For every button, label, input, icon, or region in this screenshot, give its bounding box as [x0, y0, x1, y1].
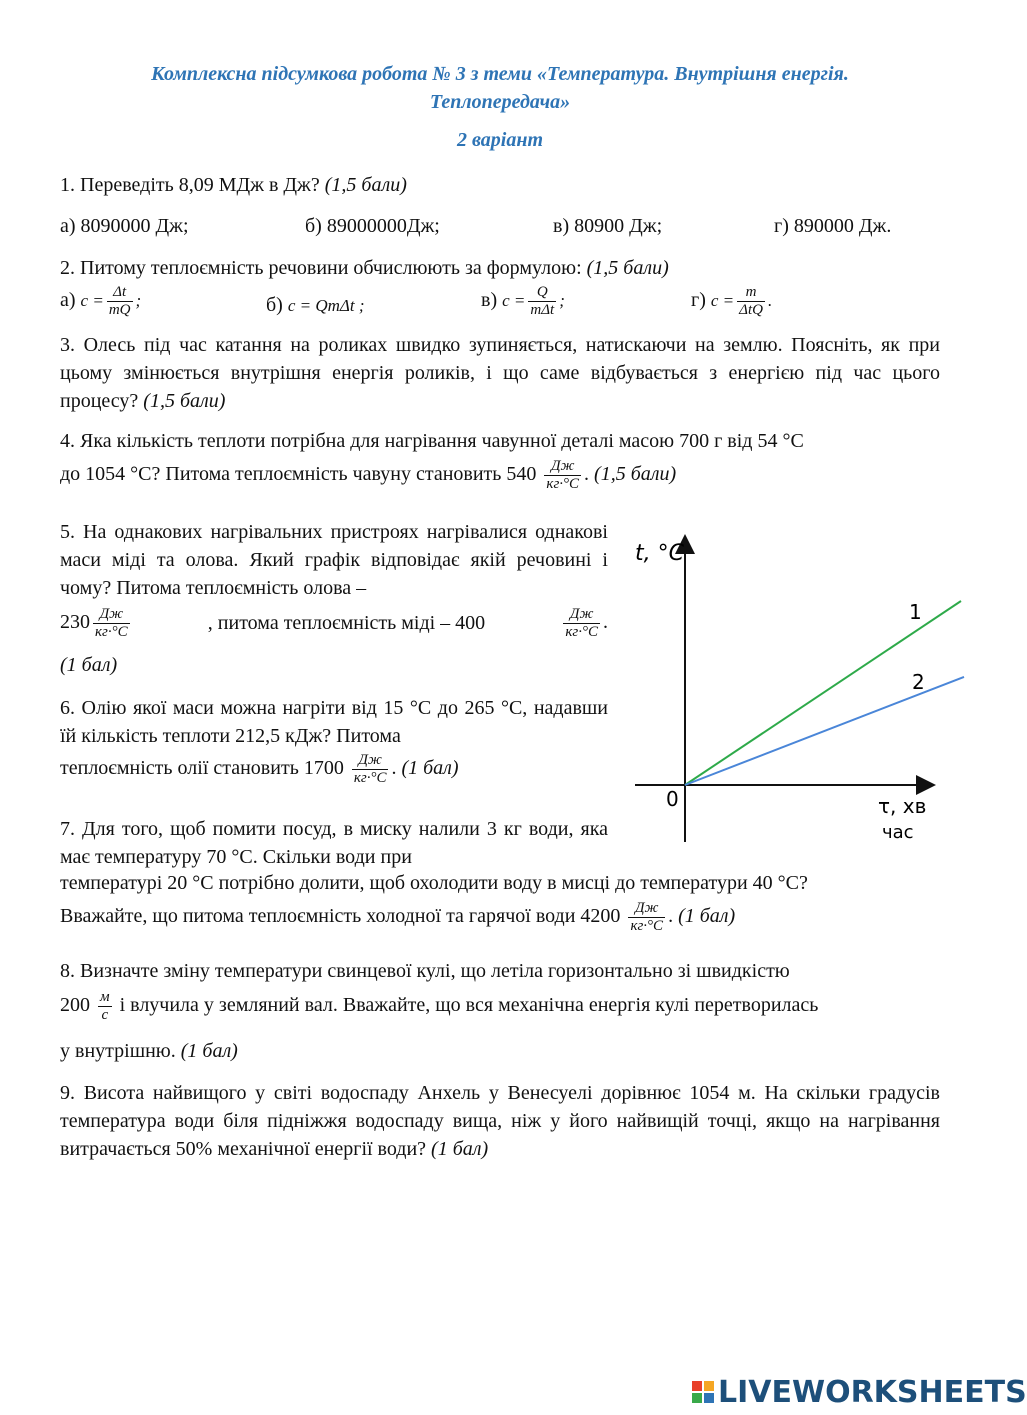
question-8-unit [98, 989, 112, 1024]
question-7-line [60, 900, 735, 935]
question-9-points: (1 бал) [431, 1138, 489, 1160]
question-4-unit-den: кг·°С [546, 476, 580, 492]
question-6-unit-den: кг·°С [353, 770, 387, 786]
question-8-unit-num: м [100, 989, 110, 1005]
question-5-val-1-text: 230 [60, 611, 90, 634]
question-5-values [60, 606, 608, 641]
question-3 [60, 331, 940, 415]
question-7-unit-den: кг·°С [630, 918, 664, 934]
x-axis-label: τ, хв [878, 794, 927, 818]
q2-option-b-label: б) [266, 294, 283, 316]
q2-option-a-label: а) [60, 289, 76, 312]
question-9-text: 9. Висота найвищого у світі водоспаду Анхель у Венесуелі дорівнює 1054 м. На скільки градусів температура води біля підніжжя водоспаду вища, ніж у його найвищій точці, якщо на нагрівання витрачається 50% механічної енергії води? [60, 1082, 940, 1160]
q2-option-d-num: m [745, 284, 757, 300]
x-axis-sublabel: час [882, 822, 914, 843]
question-3-text: 3. Олесь під час катання на роликах швидко зупиняється, натискаючи на землю. Поясніть, як при цьому змінюється внутрішня енергія роликів, і що саме відбувається з енергією під час цього процесу? [60, 334, 940, 412]
series-label-1: 1 [909, 600, 922, 624]
y-axis-label: t, °C [635, 541, 684, 566]
q2-option-c-num: Q [536, 284, 548, 300]
title-line-2: Теплопередача» [429, 91, 571, 113]
q2-option-d-fraction [737, 284, 765, 319]
logo-grid-icon [692, 1381, 714, 1403]
question-7 [60, 815, 608, 871]
question-7-line-text: Вважайте, що питома теплоємність холодної та гарячої води 4200 [60, 905, 621, 928]
question-5-unit-1-den: кг·°С [95, 624, 128, 640]
question-9 [60, 1079, 940, 1163]
question-8-line-2-text: і влучила у земляний вал. Вважайте, що вся механічна енергія кулі перетворилась [119, 994, 819, 1017]
question-8-line-1: 8. Визначте зміну температури свинцевої кулі, що летіла горизонтально зі швидкістю [60, 960, 790, 982]
question-7-points: (1 бал) [678, 905, 736, 928]
question-6-line [60, 752, 459, 787]
question-7-wide: температурі 20 °С потрібно долити, щоб охолодити воду в мисці до температури 40 °С? [60, 872, 808, 894]
q2-option-c[interactable] [481, 284, 565, 319]
question-6-end: . [391, 757, 397, 780]
q1-option-d[interactable]: г) 890000 Дж. [774, 215, 892, 237]
question-5-unit-1 [93, 606, 130, 641]
question-5-unit-2-num: Дж [569, 606, 594, 622]
question-5-mid: , питома теплоємність міді – 400 [207, 612, 486, 634]
liveworksheets-wordmark: LIVEWORKSHEETS [718, 1374, 1027, 1410]
question-6-unit-num: Дж [358, 752, 382, 768]
q2-option-b[interactable] [266, 294, 365, 317]
question-4-end: . [584, 463, 590, 486]
series-layer [685, 600, 964, 785]
question-5-val-1 [60, 606, 133, 641]
q2-option-c-lhs: c = [502, 291, 526, 311]
question-8-val: 200 [60, 994, 90, 1017]
question-4-line-1: 4. Яка кількість теплоти потрібна для нагрівання чавунної деталі масою 700 г від 54 °С [60, 430, 804, 452]
logo-square-4 [704, 1393, 714, 1403]
series-label-2: 2 [912, 669, 925, 694]
liveworksheets-logo [692, 1372, 1027, 1412]
question-8-line-3-text: у внутрішню. [60, 1040, 176, 1062]
worksheet-title [60, 60, 940, 116]
logo-square-2 [704, 1381, 714, 1391]
question-5-end: . [602, 611, 608, 634]
origin-label: 0 [666, 787, 679, 811]
q1-option-c[interactable]: в) 80900 Дж; [553, 215, 663, 237]
temperature-time-chart [635, 530, 940, 850]
q2-option-d-tail: . [767, 291, 773, 311]
question-6-line-text: теплоємність олії становить 1700 [60, 757, 344, 780]
q1-option-a[interactable]: а) 8090000 Дж; [60, 215, 189, 237]
q2-option-b-expr: c = QmΔt ; [287, 296, 365, 315]
question-2 [60, 257, 669, 280]
q2-option-a-lhs: c = [80, 291, 104, 311]
question-6-text: 6. Олію якої маси можна нагріти від 15 °С до 265 °С, надавши їй кількість теплоти 212,5 кДж? Питома [60, 697, 608, 747]
question-5-points-line [60, 654, 117, 677]
title-line-1: Комплексна підсумкова робота № 3 з теми «Температура. Внутрішня енергія. [151, 63, 849, 85]
question-5-unit-1-num: Дж [99, 606, 124, 622]
question-4-unit [544, 458, 581, 493]
q2-option-c-fraction [528, 284, 556, 319]
question-5 [60, 518, 608, 602]
question-5-val-2 [560, 606, 608, 641]
q2-option-d-den: ΔtQ [739, 302, 763, 318]
question-8-line-2 [60, 989, 818, 1024]
variant-label: 2 варіант [456, 129, 543, 151]
question-6-unit [352, 752, 389, 787]
question-5-points: (1 бал) [60, 654, 118, 676]
q2-option-c-den: mΔt [530, 302, 555, 318]
logo-square-1 [692, 1381, 702, 1391]
q2-option-d[interactable] [691, 284, 772, 319]
question-7-text-narrow: 7. Для того, щоб помити посуд, в миску налили 3 кг води, яка має температуру 70 °С. Скільки води при [60, 818, 608, 868]
q2-option-d-label: г) [691, 289, 706, 312]
question-5-text: 5. На однакових нагрівальних пристроях нагрівалися однакові маси міді та олова. Який графік відповідає якій речовині і чому? Питома теплоємність олова – [60, 521, 608, 599]
question-1 [60, 174, 407, 197]
question-3-points: (1,5 бали) [143, 390, 226, 412]
question-6 [60, 694, 608, 750]
q2-option-a-den: mQ [108, 302, 131, 318]
question-1-text: 1. Переведіть 8,09 МДж в Дж? [60, 174, 320, 196]
question-7-unit-num: Дж [635, 900, 659, 916]
question-5-unit-2 [563, 606, 600, 641]
question-4-unit-num: Дж [550, 458, 575, 474]
q2-option-a-tail: ; [135, 291, 142, 311]
question-2-text: 2. Питому теплоємність речовини обчислюють за формулою: [60, 257, 582, 279]
q2-option-c-tail: ; [559, 291, 565, 311]
question-7-end: . [668, 905, 674, 928]
question-6-points: (1 бал) [401, 757, 459, 780]
q2-option-c-label: в) [481, 289, 498, 312]
logo-square-3 [692, 1393, 702, 1403]
question-8-line-3 [60, 1040, 238, 1063]
question-7-unit [628, 900, 665, 935]
q2-option-a-num: Δt [113, 284, 127, 300]
question-1-points: (1,5 бали) [324, 174, 407, 196]
question-8-points: (1 бал) [180, 1040, 238, 1062]
q2-option-d-lhs: c = [710, 291, 735, 311]
question-4-line-2-text: до 1054 °С? Питома теплоємність чавуну становить 540 [60, 463, 537, 486]
question-4-line-2 [60, 458, 676, 493]
q2-option-a[interactable] [60, 284, 141, 319]
q1-option-b[interactable]: б) 89000000Дж; [305, 215, 440, 237]
question-5-unit-2-den: кг·°С [565, 624, 598, 640]
question-4-points: (1,5 бали) [594, 463, 677, 486]
q2-option-a-fraction [107, 284, 133, 319]
question-2-points: (1,5 бали) [586, 257, 669, 279]
question-8-unit-den: с [98, 1006, 112, 1024]
